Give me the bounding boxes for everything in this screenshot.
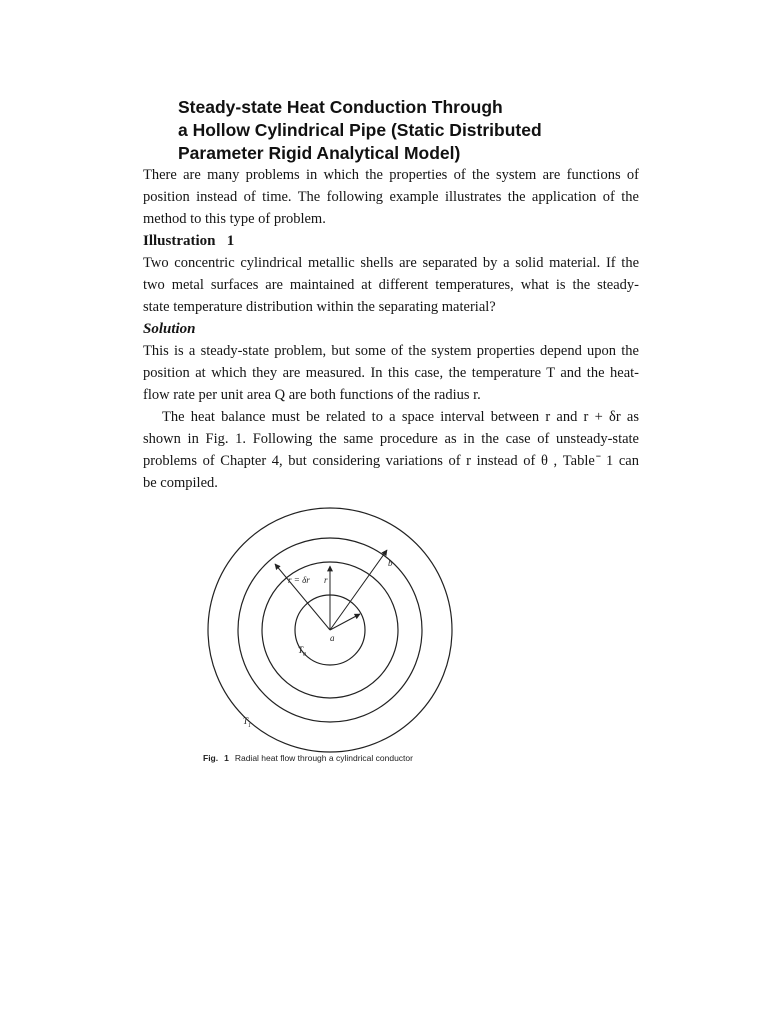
solution-line-5: shown in Fig. 1. Following the same procedure as in the case of unsteady-state	[143, 431, 639, 447]
label-T1	[243, 716, 251, 729]
illustration-heading-label: Illustration	[143, 233, 216, 249]
caption-text: Radial heat flow through a cylindrical conductor	[234, 753, 413, 763]
intro-line-3: method to this type of problem.	[143, 211, 326, 227]
illustration-line-2: two metal surfaces are maintained at different temperatures, what is the steady-	[143, 277, 639, 293]
radius-r-plus-dr-arrow	[275, 564, 330, 630]
label-r: r	[324, 575, 328, 585]
caption-prefix: Fig.	[203, 753, 219, 763]
illustration-number: 1	[226, 233, 235, 249]
label-T0	[298, 645, 306, 658]
illustration-line-1: Two concentric cylindrical metallic shells are separated by a solid material. If the	[143, 255, 639, 271]
solution-line-1: This is a steady-state problem, but some of the system properties depend upon the	[143, 343, 639, 359]
label-a: a	[330, 633, 335, 643]
intro-line-1: There are many problems in which the properties of the system are functions of	[143, 167, 639, 183]
label-T0-subscript: 0	[303, 652, 307, 658]
label-T1-subscript: 1	[248, 723, 252, 729]
title-line-3: Parameter Rigid Analytical Model)	[178, 143, 461, 163]
caption-number: 1	[224, 753, 229, 763]
solution-heading: Solution	[143, 321, 196, 337]
title-line-1: Steady-state Heat Conduction Through	[178, 97, 503, 117]
illustration-line-3: state temperature distribution within the separating material?	[143, 299, 496, 315]
label-T0-symbol: T	[298, 645, 304, 655]
radius-a-arrow	[330, 614, 360, 630]
label-r-plus-dr: r = δr	[288, 575, 310, 585]
figure-caption	[203, 753, 413, 763]
solution-line-4: The heat balance must be related to a space interval between r and r + δr as	[162, 409, 639, 425]
solution-line-7: be compiled.	[143, 475, 218, 491]
title-line-2: a Hollow Cylindrical Pipe (Static Distributed	[178, 120, 542, 140]
solution-line-3: flow rate per unit area Q are both functions of the radius r.	[143, 387, 481, 403]
solution-line-2: position at which they are measured. In this case, the temperature T and the heat-	[143, 365, 639, 381]
solution-line-6: problems of Chapter 4, but considering variations of r instead of θ , Table ̄ 1 can	[143, 453, 639, 469]
label-b: b	[388, 558, 393, 568]
intro-line-2: position instead of time. The following example illustrates the application of the	[143, 189, 639, 205]
label-T1-symbol: T	[243, 716, 249, 726]
